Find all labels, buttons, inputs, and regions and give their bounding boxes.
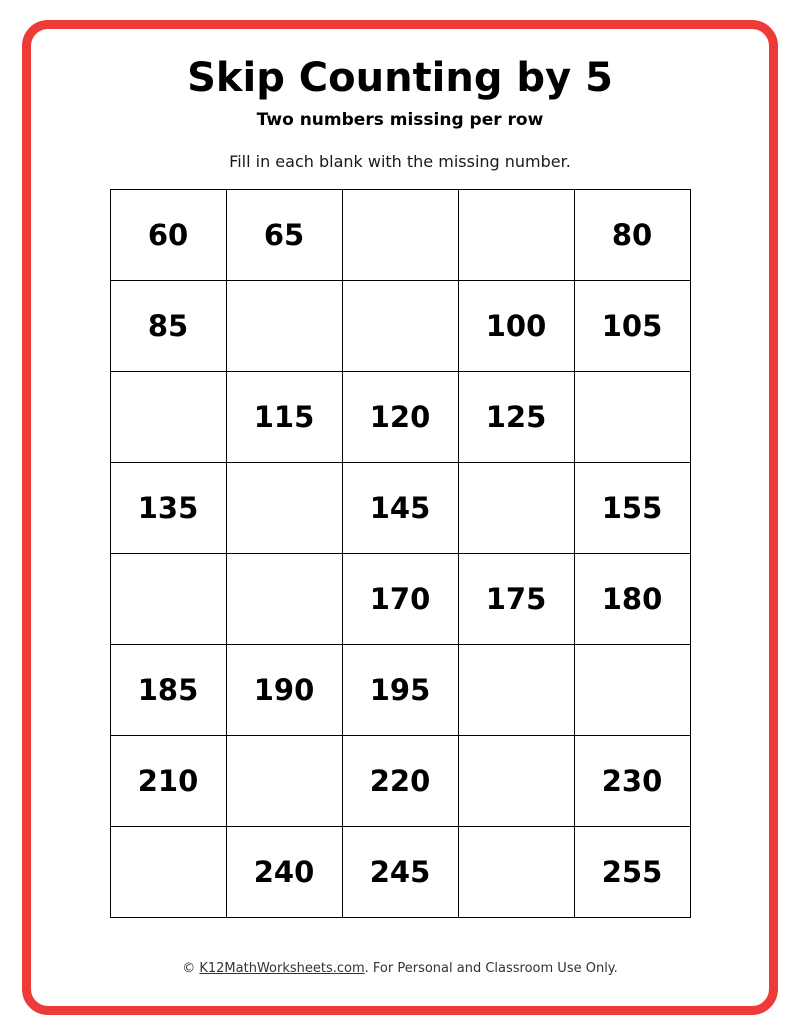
- grid-cell[interactable]: 60: [110, 190, 226, 281]
- table-row: [110, 736, 690, 827]
- table-row: [110, 554, 690, 645]
- grid-cell[interactable]: 180: [574, 554, 690, 645]
- grid-cell[interactable]: 80: [574, 190, 690, 281]
- grid-cell[interactable]: [226, 554, 342, 645]
- skip-counting-grid: [110, 189, 691, 918]
- grid-cell[interactable]: 115: [226, 372, 342, 463]
- table-row: [110, 645, 690, 736]
- grid-container: [40, 189, 760, 918]
- grid-cell[interactable]: 220: [342, 736, 458, 827]
- grid-cell[interactable]: [458, 645, 574, 736]
- grid-cell[interactable]: [458, 827, 574, 918]
- grid-cell[interactable]: 195: [342, 645, 458, 736]
- grid-cell[interactable]: [574, 645, 690, 736]
- grid-cell[interactable]: 105: [574, 281, 690, 372]
- grid-cell[interactable]: 170: [342, 554, 458, 645]
- table-row: [110, 372, 690, 463]
- grid-cell[interactable]: [226, 281, 342, 372]
- table-row: [110, 463, 690, 554]
- grid-cell[interactable]: [110, 372, 226, 463]
- instructions-text: Fill in each blank with the missing number.: [229, 152, 571, 171]
- grid-cell[interactable]: 185: [110, 645, 226, 736]
- grid-cell[interactable]: [342, 190, 458, 281]
- grid-cell[interactable]: 230: [574, 736, 690, 827]
- grid-cell[interactable]: 155: [574, 463, 690, 554]
- worksheet-content: [40, 38, 760, 998]
- grid-cell[interactable]: 85: [110, 281, 226, 372]
- grid-cell[interactable]: 135: [110, 463, 226, 554]
- grid-cell[interactable]: 145: [342, 463, 458, 554]
- grid-cell[interactable]: 120: [342, 372, 458, 463]
- table-row: [110, 190, 690, 281]
- grid-cell[interactable]: 210: [110, 736, 226, 827]
- footer-credit: [40, 961, 760, 976]
- grid-cell[interactable]: [458, 736, 574, 827]
- grid-cell[interactable]: 175: [458, 554, 574, 645]
- grid-cell[interactable]: 125: [458, 372, 574, 463]
- grid-cell[interactable]: [342, 281, 458, 372]
- grid-cell[interactable]: 65: [226, 190, 342, 281]
- footer-site-link[interactable]: K12MathWorksheets.com: [199, 961, 365, 976]
- grid-cell[interactable]: [458, 463, 574, 554]
- grid-cell[interactable]: [110, 554, 226, 645]
- footer-copyright-suffix: . For Personal and Classroom Use Only.: [364, 961, 618, 976]
- page-title: Skip Counting by 5: [187, 55, 613, 101]
- grid-cell[interactable]: 240: [226, 827, 342, 918]
- grid-cell[interactable]: [574, 372, 690, 463]
- footer-copyright-prefix: ©: [182, 961, 200, 976]
- grid-body: [110, 190, 690, 918]
- grid-cell[interactable]: 100: [458, 281, 574, 372]
- grid-cell[interactable]: [226, 736, 342, 827]
- grid-cell[interactable]: 245: [342, 827, 458, 918]
- grid-cell[interactable]: [458, 190, 574, 281]
- table-row: [110, 827, 690, 918]
- grid-cell[interactable]: 190: [226, 645, 342, 736]
- grid-cell[interactable]: 255: [574, 827, 690, 918]
- page-subtitle: Two numbers missing per row: [256, 110, 544, 130]
- grid-cell[interactable]: [110, 827, 226, 918]
- table-row: [110, 281, 690, 372]
- grid-cell[interactable]: [226, 463, 342, 554]
